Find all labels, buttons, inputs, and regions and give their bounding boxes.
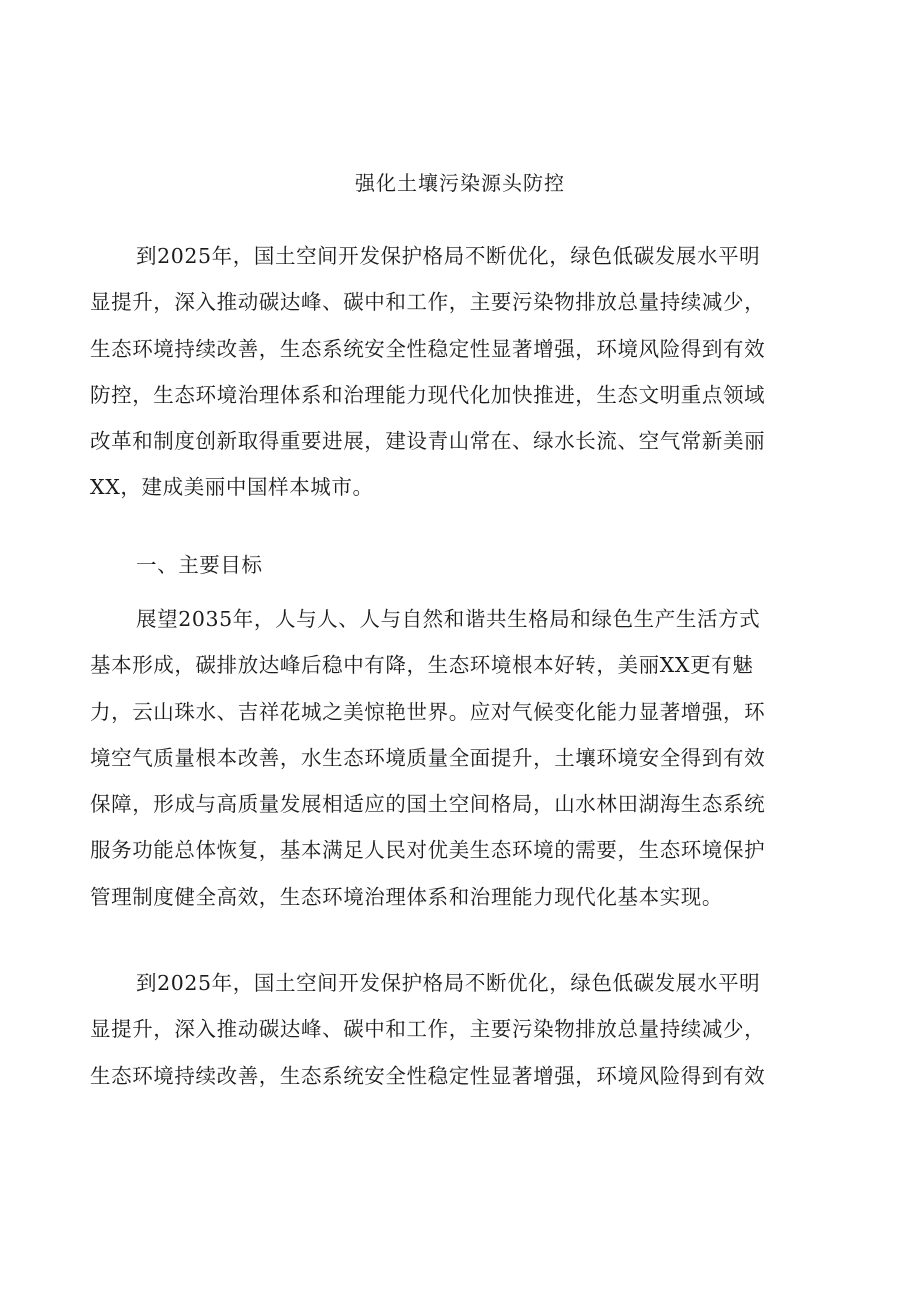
text-line: 保障，形成与高质量发展相适应的国土空间格局，山水林田湖海生态系统 — [90, 792, 766, 817]
text-line: 基本形成，碳排放达峰后稳中有降，生态环境根本好转，美丽XX更有魅 — [90, 653, 754, 678]
paragraph-3 — [90, 960, 830, 1099]
text-line: 改革和制度创新取得重要进展，建设青山常在、绿水长流、空气常新美丽 — [90, 429, 766, 454]
text-line: 管理制度健全高效，生态环境治理体系和治理能力现代化基本实现。 — [90, 884, 723, 909]
text-line: 力，云山珠水、吉祥花城之美惊艳世界。应对气候变化能力显著增强，环 — [90, 699, 766, 724]
text-line: 生态环境持续改善，生态系统安全性稳定性显著增强，环境风险得到有效 — [90, 336, 766, 361]
text-line: 显提升，深入推动碳达峰、碳中和工作，主要污染物排放总量持续减少， — [90, 290, 766, 315]
text-line: 服务功能总体恢复，基本满足人民对优美生态环境的需要，生态环境保护 — [90, 838, 766, 863]
text-line: XX，建成美丽中国样本城市。 — [90, 475, 374, 500]
text-line: 到2025年，国土空间开发保护格局不断优化，绿色低碳发展水平明 — [136, 244, 761, 268]
text-line: 生态环境持续改善，生态系统安全性稳定性显著增强，环境风险得到有效 — [90, 1063, 766, 1088]
document-title: 强化土壤污染源头防控 — [355, 171, 565, 195]
text-line: 防控，生态环境治理体系和治理能力现代化加快推进，生态文明重点领域 — [90, 382, 766, 407]
section-heading: 一、主要目标 — [136, 553, 263, 577]
paragraph-1 — [90, 233, 830, 511]
text-line: 展望2035年，人与人、人与自然和谐共生格局和绿色生产生活方式 — [136, 607, 761, 631]
paragraph-2 — [90, 596, 830, 920]
text-line: 显提升，深入推动碳达峰、碳中和工作，主要污染物排放总量持续减少， — [90, 1017, 766, 1042]
text-line: 到2025年，国土空间开发保护格局不断优化，绿色低碳发展水平明 — [136, 971, 761, 995]
text-line: 境空气质量根本改善，水生态环境质量全面提升，土壤环境安全得到有效 — [90, 745, 766, 770]
